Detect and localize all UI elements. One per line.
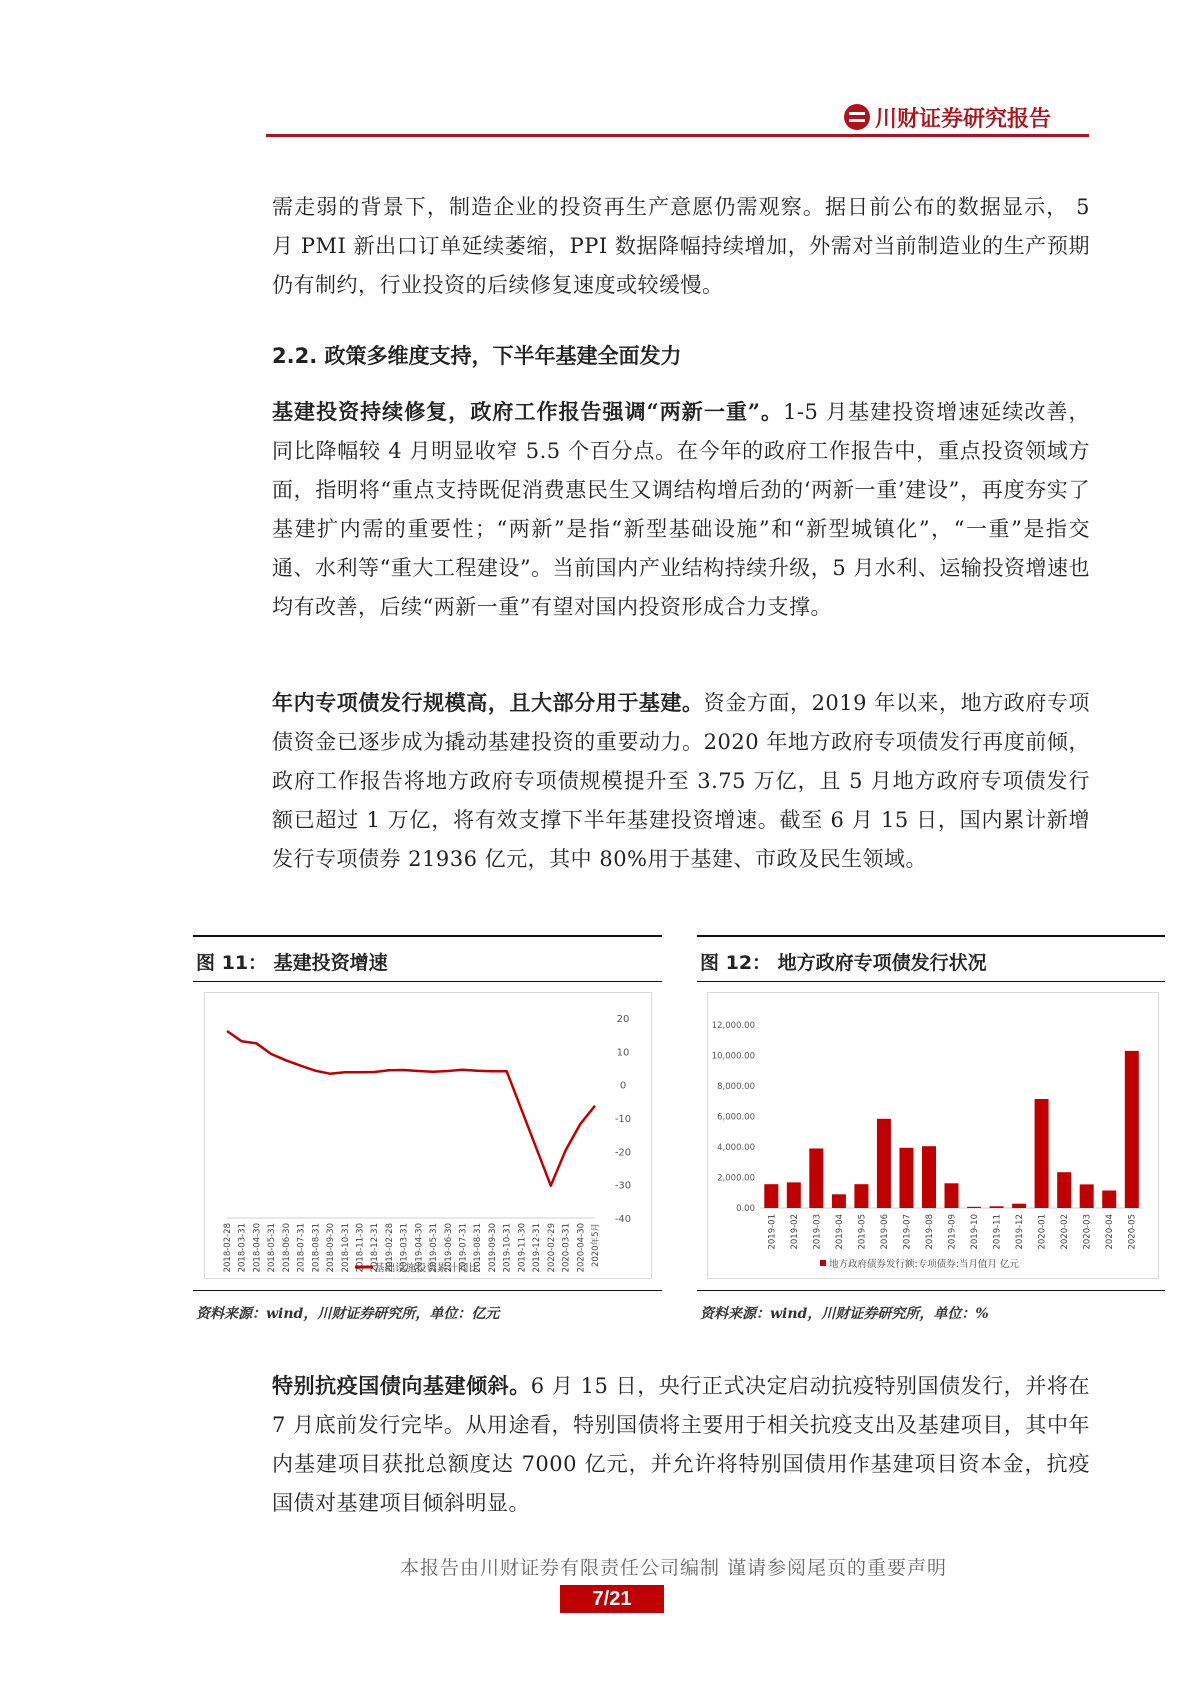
section-heading: 2.2. 政策多维度支持，下半年基建全面发力 xyxy=(272,344,682,368)
paragraph-lead: 基建投资持续修复，政府工作报告强调“两新一重”。 xyxy=(272,399,784,424)
bar xyxy=(877,1119,891,1208)
footer-disclaimer: 本报告由川财证券有限责任公司编制 谨请参阅尾页的重要声明 xyxy=(400,1557,948,1579)
figure-bottom-rule xyxy=(697,1290,1165,1291)
x-tick-label: 2018-04-30 xyxy=(252,1223,263,1273)
bar xyxy=(1012,1204,1026,1208)
x-tick-label: 2018-10-31 xyxy=(340,1223,351,1273)
bar xyxy=(787,1182,801,1208)
bar xyxy=(809,1149,823,1209)
bar xyxy=(764,1184,778,1208)
x-tick-label: 2019-04-30 xyxy=(414,1223,425,1273)
bar xyxy=(1080,1184,1094,1208)
y-tick-label: 0.00 xyxy=(736,1204,755,1214)
x-tick-label: 2019-05 xyxy=(857,1214,868,1250)
bar xyxy=(945,1183,959,1208)
x-tick-label: 2019-10-31 xyxy=(502,1223,513,1273)
paragraph-special-bonds xyxy=(272,683,1090,879)
paragraph-anti-epidemic-bonds xyxy=(272,1366,1090,1523)
bar xyxy=(854,1184,868,1208)
figure-title-rule xyxy=(697,981,1165,982)
y-tick-label: 8,000.00 xyxy=(717,1082,755,1092)
x-tick-label: 2019-08 xyxy=(924,1214,935,1250)
x-tick-label: 2020-02-29 xyxy=(546,1223,557,1273)
paragraph-lead: 特别抗疫国债向基建倾斜。 xyxy=(272,1373,531,1398)
paragraph-body: 1-5 月基建投资增速延续改善，同比降幅较 4 月明显收窄 5.5 个百分点。在今年的政府工作报告中，重点投资领域方面，指明将“重点支持既促消费惠民生又调结构增后劲的‘两新一重’建设”，再度夯实了基建扩内需的重要性；“两新”是指“新型基础设施”和“新型城镇化”，“一重”是指交通、水利等“重大工程建设”。当前国内产业结构持续升级，5 月水利、运输投资增速也均有改善，后续“两新一重”有望对国内投资形成合力支撑。 xyxy=(272,400,1091,619)
y-tick-label: 12,000.00 xyxy=(711,1021,755,1031)
bar xyxy=(1102,1191,1116,1209)
x-tick-label: 2020-04 xyxy=(1105,1214,1116,1250)
x-tick-label: 2020年5月 xyxy=(591,1223,601,1268)
legend-label: 地方政府债券发行额:专项债券:当月值月 亿元 xyxy=(829,1259,1019,1270)
x-tick-label: 2018-12-31 xyxy=(370,1223,381,1273)
y-tick-label: -40 xyxy=(614,1214,632,1225)
infrastructure-growth-line-chart xyxy=(205,993,651,1278)
x-tick-label: 2020-03-31 xyxy=(561,1223,572,1273)
bar xyxy=(832,1194,846,1208)
figure-11-chart xyxy=(204,992,652,1279)
x-tick-label: 2019-09-30 xyxy=(487,1223,498,1273)
y-tick-label: -10 xyxy=(614,1114,632,1125)
x-tick-label: 2018-11-30 xyxy=(355,1223,366,1273)
y-tick-label: 4,000.00 xyxy=(717,1143,755,1153)
y-tick-label: 10,000.00 xyxy=(711,1051,755,1062)
x-tick-label: 2019-08-31 xyxy=(473,1223,484,1273)
x-tick-label: 2019-09 xyxy=(947,1214,958,1250)
x-tick-label: 2020-02 xyxy=(1060,1214,1071,1250)
paragraph-body: 6 月 15 日，央行正式决定启动抗疫特别国债发行，并将在 7 月底前发行完毕。从用途看，特别国债将主要用于相关抗疫支出及基建项目，其中年内基建项目获批总额度达 7000 亿元，并允许将特别国债用作基建项目资本金，抗疫国债对基建项目倾斜明显。 xyxy=(272,1374,1091,1515)
x-tick-label: 2018-07-31 xyxy=(296,1223,307,1273)
x-tick-label: 2018-08-31 xyxy=(311,1223,322,1273)
bar xyxy=(967,1207,981,1208)
y-tick-label: -30 xyxy=(614,1180,632,1192)
figure-title-rule xyxy=(193,981,662,982)
x-tick-label: 2018-06-30 xyxy=(281,1223,292,1273)
x-tick-label: 2019-11 xyxy=(992,1214,1003,1250)
x-tick-label: 2019-01 xyxy=(767,1214,778,1250)
figure-11-source: 资料来源：wind，川财证券研究所，单位：亿元 xyxy=(196,1306,500,1322)
bar xyxy=(922,1146,936,1208)
x-tick-label: 2019-07-31 xyxy=(458,1223,469,1273)
x-tick-label: 2018-02-28 xyxy=(223,1223,233,1273)
x-tick-label: 2019-07 xyxy=(902,1214,913,1250)
x-tick-label: 2020-01 xyxy=(1037,1214,1048,1250)
figure-bottom-rule xyxy=(193,1290,662,1291)
x-tick-label: 2018-09-30 xyxy=(326,1223,337,1273)
paragraph-lead: 年内专项债发行规模高，且大部分用于基建。 xyxy=(272,690,704,715)
x-tick-label: 2019-04 xyxy=(834,1214,845,1250)
legend-swatch xyxy=(820,1260,826,1266)
x-tick-label: 2020-03 xyxy=(1082,1214,1093,1250)
x-tick-label: 2019-02 xyxy=(789,1214,800,1250)
x-tick-label: 2019-03-31 xyxy=(399,1223,410,1273)
x-tick-label: 2020-04-30 xyxy=(576,1223,587,1273)
y-tick-label: 10 xyxy=(616,1047,630,1059)
x-tick-label: 2019-11-30 xyxy=(517,1223,528,1273)
y-tick-label: 20 xyxy=(616,1014,630,1025)
x-tick-label: 2018-05-31 xyxy=(267,1223,278,1273)
figure-top-rule xyxy=(697,935,1165,937)
y-tick-label: 2,000.00 xyxy=(717,1173,755,1184)
special-bond-issuance-bar-chart xyxy=(708,993,1158,1278)
company-logo-icon xyxy=(843,103,871,131)
page-number: 7/21 xyxy=(560,1585,664,1613)
figure-top-rule xyxy=(193,935,662,937)
paragraph-infrastructure xyxy=(272,392,1090,627)
header-divider xyxy=(266,134,1089,137)
x-tick-label: 2019-05-31 xyxy=(429,1223,440,1273)
figure-12-chart xyxy=(707,992,1159,1279)
y-tick-label: 6,000.00 xyxy=(717,1112,755,1123)
x-tick-label: 2019-10 xyxy=(970,1214,981,1250)
figure-12-title: 图 12： 地方政府专项债发行状况 xyxy=(700,952,987,974)
bar xyxy=(1057,1172,1071,1208)
y-tick-label: 0 xyxy=(619,1080,627,1092)
bar xyxy=(900,1148,914,1208)
bar xyxy=(1035,1099,1049,1208)
bar xyxy=(990,1206,1004,1208)
bar xyxy=(1125,1051,1139,1208)
intro-paragraph: 需走弱的背景下，制造企业的投资再生产意愿仍需观察。据日前公布的数据显示， 5 月 PMI 新出口订单延续萎缩，PPI 数据降幅持续增加，外需对当前制造业的生产预期仍有制约，行业投资的后续修复速度或较缓慢。 xyxy=(272,195,1090,297)
x-tick-label: 2019-12 xyxy=(1015,1214,1026,1250)
x-tick-label: 2018-03-31 xyxy=(237,1223,248,1273)
legend-label: 基础设施投资累计同比 xyxy=(374,1262,479,1274)
x-tick-label: 2019-03 xyxy=(812,1214,823,1250)
x-tick-label: 2020-05 xyxy=(1127,1214,1138,1250)
x-tick-label: 2019-02-28 xyxy=(384,1223,395,1273)
paragraph-body: 资金方面，2019 年以来，地方政府专项债资金已逐步成为撬动基建投资的重要动力。2020 年地方政府专项债发行再度前倾，政府工作报告将地方政府专项债规模提升至 3.75 万亿，且 5 月地方政府专项债发行额已超过 1 万亿，将有效支撑下半年基建投资增速。截至 6 月 15 日，国内累计新增发行专项债券 21936 亿元，其中 80%用于基建、市政及民生领域。 xyxy=(272,691,1091,871)
figure-12-source: 资料来源：wind，川财证券研究所，单位：% xyxy=(700,1306,989,1322)
series-line xyxy=(227,1031,595,1186)
x-tick-label: 2019-12-31 xyxy=(532,1223,543,1273)
figure-11-title: 图 11： 基建投资增速 xyxy=(196,952,388,974)
report-header-title: 川财证券研究报告 xyxy=(875,107,1052,132)
x-tick-label: 2019-06 xyxy=(879,1214,890,1250)
x-tick-label: 2019-06-30 xyxy=(443,1223,454,1273)
y-tick-label: -20 xyxy=(614,1147,632,1159)
